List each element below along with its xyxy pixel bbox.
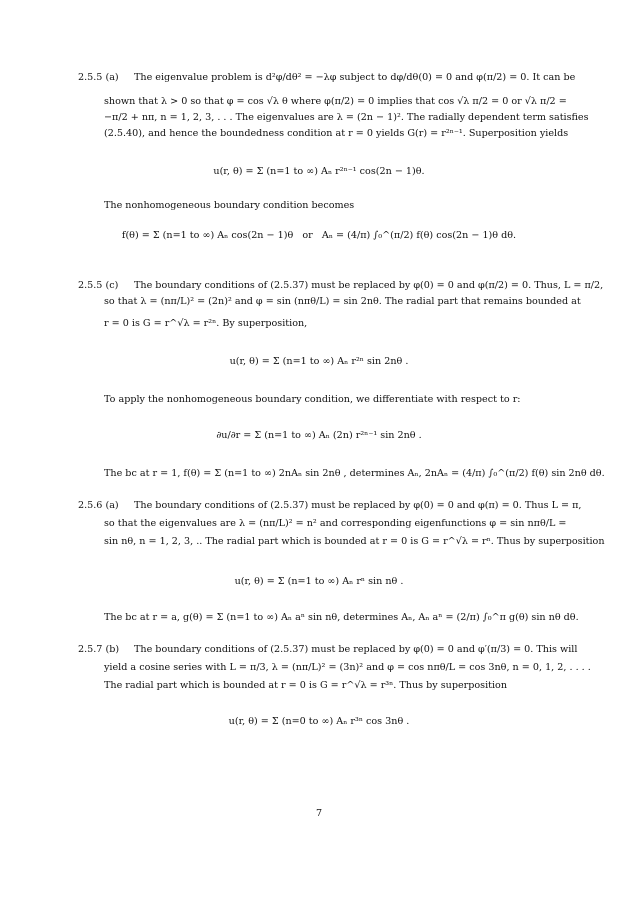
text-apply-bc: To apply the nonhomogeneous boundary condition, we differentiate with respect to r: [104,394,521,405]
paragraph-line: so that λ = (nπ/L)² = (2n)² and φ = sin (nπθ/L) = sin 2nθ. The radial part that remains bounded at [104,296,581,307]
paragraph-line: The eigenvalue problem is d²φ/dθ² = −λφ subject to dφ/dθ(0) = 0 and φ(π/2) = 0. It can be [134,72,576,83]
problem-label-2-5-7-b: 2.5.7 (b) [78,644,120,655]
paragraph-line: so that the eigenvalues are λ = (nπ/L)² = n² and corresponding eigenfunctions φ = sin nπθ/L = [104,518,567,529]
equation-series-4: u(r, θ) = Σ (n=1 to ∞) Aₙ rⁿ sin nθ . [234,576,404,587]
page-number: 7 [315,808,323,819]
paragraph-line: r = 0 is G = r^√λ = r²ⁿ. By superposition, [104,318,308,329]
paragraph-line: The boundary conditions of (2.5.37) must be replaced by φ(0) = 0 and φ(π) = 0. Thus L = π, [134,500,582,511]
paragraph-line: The boundary conditions of (2.5.37) must be replaced by φ(0) = 0 and φ′(π/3) = 0. This will [134,644,578,655]
problem-label-2-5-5-c: 2.5.5 (c) [78,280,119,291]
text-bc-r1: The bc at r = 1, f(θ) = Σ (n=1 to ∞) 2nAₙ sin 2nθ , determines Aₙ, 2nAₙ = (4/π) ∫₀^(π/2) f(θ) sin 2nθ dθ. [104,468,605,479]
text-nonhomogeneous: The nonhomogeneous boundary condition becomes [104,200,355,211]
problem-label-2-5-6-a: 2.5.6 (a) [78,500,119,511]
text-bc-ra: The bc at r = a, g(θ) = Σ (n=1 to ∞) Aₙ aⁿ sin nθ, determines Aₙ, Aₙ aⁿ = (2/π) ∫₀^π g(θ) sin nθ dθ. [104,612,579,623]
equation-series-5: u(r, θ) = Σ (n=0 to ∞) Aₙ r³ⁿ cos 3nθ . [228,716,410,727]
paragraph-line: The boundary conditions of (2.5.37) must be replaced by φ(0) = 0 and φ(π/2) = 0. Thus, L = π/2, [134,280,604,291]
paragraph-line: sin nθ, n = 1, 2, 3, .. The radial part which is bounded at r = 0 is G = r^√λ = rⁿ. Thus by superposition [104,536,605,547]
paragraph-line: shown that λ > 0 so that φ = cos √λ θ where φ(π/2) = 0 implies that cos √λ π/2 = 0 or √λ π/2 = [104,96,567,107]
equation-series-3: u(r, θ) = Σ (n=1 to ∞) Aₙ r²ⁿ sin 2nθ . [229,356,409,367]
equation-derivative: ∂u/∂r = Σ (n=1 to ∞) Aₙ (2n) r²ⁿ⁻¹ sin 2nθ . [216,430,422,441]
equation-series-2: f(θ) = Σ (n=1 to ∞) Aₙ cos(2n − 1)θ or Aₙ = (4/π) ∫₀^(π/2) f(θ) cos(2n − 1)θ dθ. [121,230,517,241]
problem-label-2-5-5-a: 2.5.5 (a) [78,72,119,83]
equation-series-1: u(r, θ) = Σ (n=1 to ∞) Aₙ r²ⁿ⁻¹ cos(2n − 1)θ. [213,166,425,177]
paragraph-line: yield a cosine series with L = π/3, λ = (nπ/L)² = (3n)² and φ = cos nπθ/L = cos 3nθ, n = 0, 1, 2, . . . . [104,662,591,673]
paragraph-line: −π/2 + nπ, n = 1, 2, 3, . . . The eigenvalues are λ = (2n − 1)². The radially dependent term satisfies [104,112,589,123]
paragraph-line: (2.5.40), and hence the boundedness condition at r = 0 yields G(r) = r²ⁿ⁻¹. Superposition yields [104,128,569,139]
paragraph-line: The radial part which is bounded at r = 0 is G = r^√λ = r³ⁿ. Thus by superposition [104,680,508,691]
